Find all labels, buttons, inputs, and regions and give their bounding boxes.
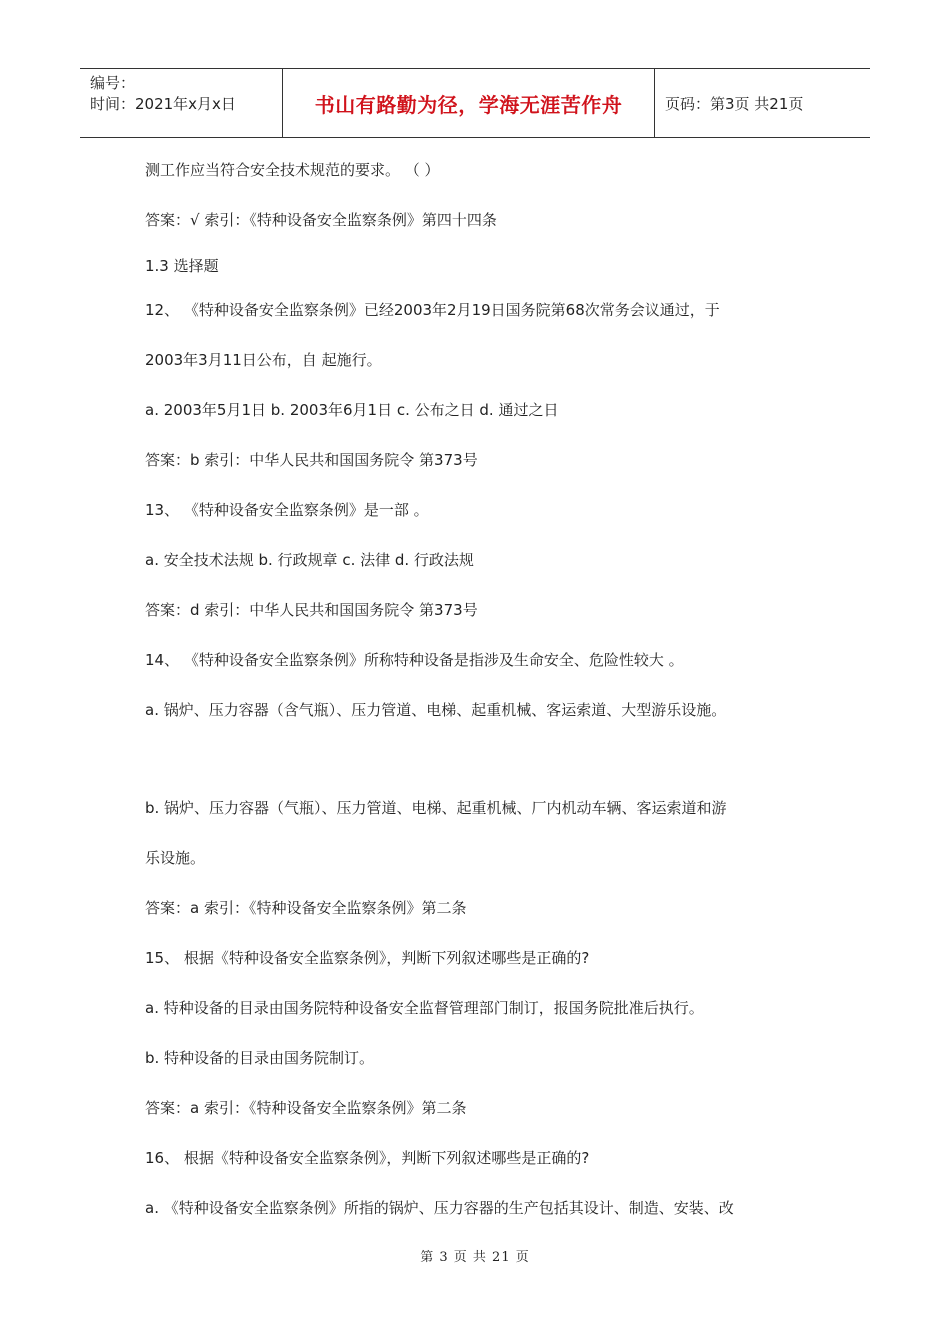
page-footer: 第 3 页 共 21 页 bbox=[420, 1250, 530, 1265]
text-line: 2003年3月11日公布，自 起施行。 bbox=[145, 351, 382, 369]
answer-line: 答案：a 索引：《特种设备安全监察条例》第二条 bbox=[145, 1099, 467, 1117]
text-line: 测工作应当符合安全技术规范的要求。 （ ） bbox=[145, 161, 440, 179]
option-line: a. 特种设备的目录由国务院特种设备安全监督管理部门制订，报国务院批准后执行。 bbox=[145, 999, 704, 1017]
question-13: 13、 《特种设备安全监察条例》是一部 。 bbox=[145, 501, 429, 519]
option-line: a. 锅炉、压力容器（含气瓶）、压力管道、电梯、起重机械、客运索道、大型游乐设施。 bbox=[145, 701, 727, 719]
header-meta-cell bbox=[80, 69, 282, 137]
options-line: a. 2003年5月1日 b. 2003年6月1日 c. 公布之日 d. 通过之日 bbox=[145, 401, 559, 419]
options-line: a. 安全技术法规 b. 行政规章 c. 法律 d. 行政法规 bbox=[145, 551, 474, 569]
question-16: 16、 根据《特种设备安全监察条例》，判断下列叙述哪些是正确的? bbox=[145, 1149, 590, 1167]
section-heading: 1.3 选择题 bbox=[145, 257, 219, 275]
date-label: 时间：2021年x月x日 bbox=[90, 95, 236, 113]
option-line: b. 锅炉、压力容器（气瓶）、压力管道、电梯、起重机械、厂内机动车辆、客运索道和游 bbox=[145, 799, 727, 817]
option-line: a. 《特种设备安全监察条例》所指的锅炉、压力容器的生产包括其设计、制造、安装、改 bbox=[145, 1199, 734, 1217]
question-12: 12、 《特种设备安全监察条例》已经2003年2月19日国务院第68次常务会议通过，于 bbox=[145, 301, 720, 319]
question-14: 14、 《特种设备安全监察条例》所称特种设备是指涉及生命安全、危险性较大 。 bbox=[145, 651, 684, 669]
code-label: 编号： bbox=[90, 74, 136, 92]
question-15: 15、 根据《特种设备安全监察条例》，判断下列叙述哪些是正确的? bbox=[145, 949, 590, 967]
answer-line: 答案：d 索引：中华人民共和国国务院令 第373号 bbox=[145, 601, 478, 619]
answer-line: 答案：√ 索引：《特种设备安全监察条例》第四十四条 bbox=[145, 211, 497, 229]
option-line: b. 特种设备的目录由国务院制订。 bbox=[145, 1049, 375, 1067]
answer-line: 答案：b 索引：中华人民共和国国务院令 第373号 bbox=[145, 451, 478, 469]
text-line: 乐设施。 bbox=[145, 849, 206, 867]
page-header bbox=[80, 68, 870, 138]
answer-line: 答案：a 索引：《特种设备安全监察条例》第二条 bbox=[145, 899, 467, 917]
header-page-number: 页码：第3页 共21页 bbox=[665, 94, 804, 113]
header-motto: 书山有路勤为径，学海无涯苦作舟 bbox=[282, 69, 655, 137]
